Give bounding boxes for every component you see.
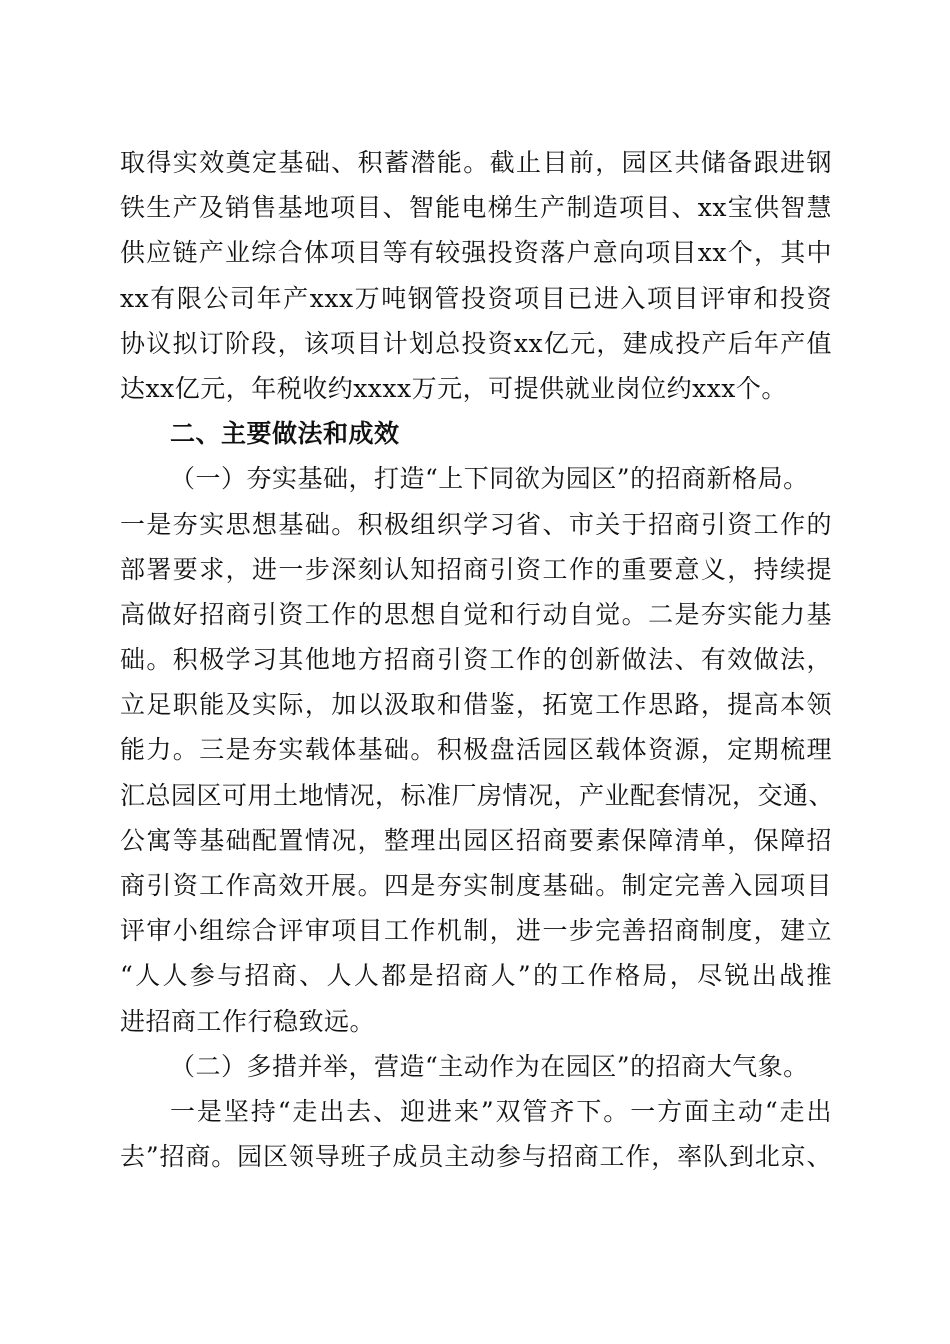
paragraph-line: xx有限公司年产xxx万吨钢管投资项目已进入项目评审和投资 (120, 283, 832, 313)
paragraph-line: 公寓等基础配置情况，整理出园区招商要素保障清单，保障招 (120, 825, 832, 855)
paragraph-line: 评审小组综合评审项目工作机制，进一步完善招商制度，建立 (120, 916, 832, 946)
paragraph-line: 础。积极学习其他地方招商引资工作的创新做法、有效做法， (120, 645, 832, 675)
paragraph-line: 一是夯实思想基础。积极组织学习省、市关于招商引资工作的 (120, 509, 832, 539)
paragraph-line: 协议拟订阶段，该项目计划总投资xx亿元，建成投产后年产值 (120, 328, 832, 358)
paragraph-line: 进招商工作行稳致远。 (120, 1006, 376, 1036)
paragraph-line: 能力。三是夯实载体基础。积极盘活园区载体资源，定期梳理 (120, 735, 832, 765)
paragraph-line: 汇总园区可用土地情况，标准厂房情况，产业配套情况，交通、 (120, 780, 835, 810)
paragraph-line: 供应链产业综合体项目等有较强投资落户意向项目xx个，其中 (120, 238, 832, 268)
subsection-heading: （一）夯实基础，打造“上下同欲为园区”的招商新格局。 (170, 464, 809, 494)
paragraph-line: “人人参与招商、人人都是招商人”的工作格局，尽锐出战推 (120, 961, 832, 991)
document-body (120, 140, 835, 1179)
paragraph-line: 立足职能及实际，加以汲取和借鉴，拓宽工作思路，提高本领 (120, 690, 832, 720)
paragraph-line: 取得实效奠定基础、积蓄潜能。截止目前，园区共储备跟进钢 (120, 148, 832, 177)
section-heading: 二、主要做法和成效 (170, 419, 400, 449)
paragraph-line: 铁生产及销售基地项目、智能电梯生产制造项目、xx宝供智慧 (120, 193, 832, 223)
paragraph-line: 高做好招商引资工作的思想自觉和行动自觉。二是夯实能力基 (120, 599, 832, 629)
paragraph-line: 部署要求，进一步深刻认知招商引资工作的重要意义，持续提 (120, 554, 832, 584)
paragraph-line: 达xx亿元，年税收约xxxx万元，可提供就业岗位约xxx个。 (120, 373, 787, 403)
subsection-heading: （二）多措并举，营造“主动作为在园区”的招商大气象。 (170, 1051, 809, 1081)
paragraph-line: 去”招商。园区领导班子成员主动参与招商工作，率队到北京、 (120, 1142, 832, 1172)
paragraph-line: 一是坚持“走出去、迎进来”双管齐下。一方面主动“走出 (170, 1096, 832, 1126)
paragraph-line: 商引资工作高效开展。四是夯实制度基础。制定完善入园项目 (120, 871, 832, 900)
